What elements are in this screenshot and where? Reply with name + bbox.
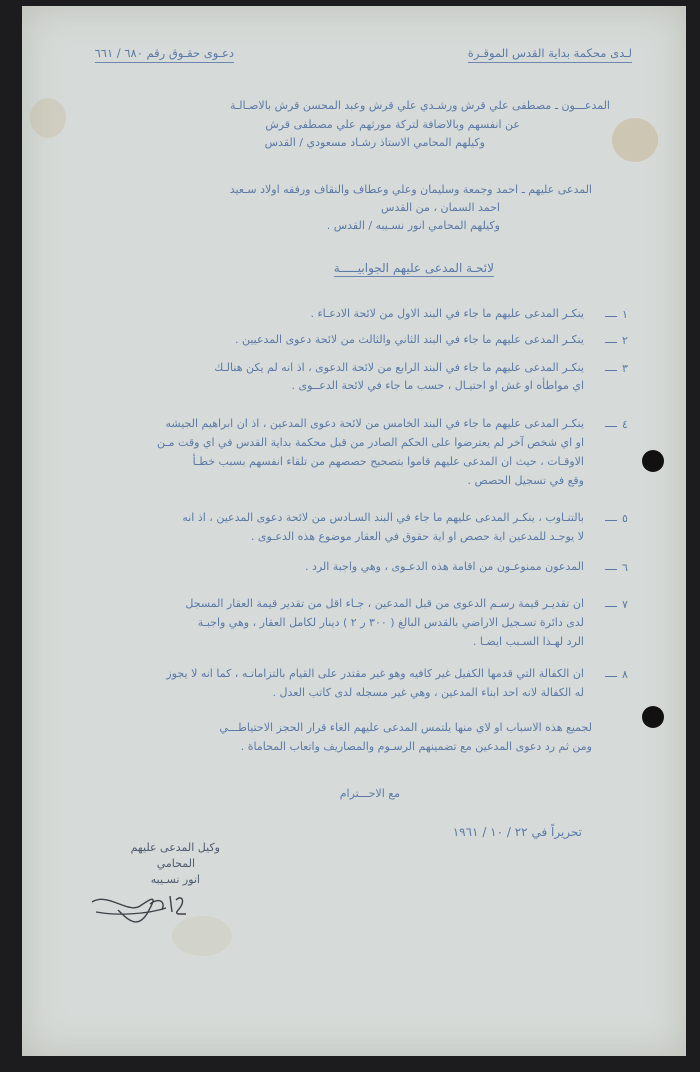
item-line: الاوقـات ، حيث ان المدعى عليهم قاموا بتصحيح حصصهم من تلقاء انفسهم بسبب خطـأ xyxy=(192,455,584,468)
item-dash xyxy=(605,606,617,607)
item-number: ٤ xyxy=(622,418,628,431)
punch-hole-icon xyxy=(642,706,664,728)
item-line: اي مواطأه او غش او احتيـال ، حسب ما جاء في لائحة الدعــوى . xyxy=(291,379,584,392)
item-line: ينكـر المدعى عليهم ما جاء في البند الرابع من لائحة الدعوى ، اذ انه لم يكن هنالـك xyxy=(214,361,584,374)
defendants-line: احمد السمان ، من القدس xyxy=(381,201,500,214)
item-line: المدعون ممنوعـون من اقامة هذه الدعـوى ، وهي واجبة الرد . xyxy=(304,560,584,573)
item-dash xyxy=(605,316,617,317)
closing-line: ومن ثم رد دعوى المدعين مع تضمينهم الرسـوم والمصاريف واتعاب المحاماة . xyxy=(240,740,592,753)
item-dash xyxy=(605,569,617,570)
plaintiffs-line: عن انفسهم وبالاضافة لتركة مورثهم علي مصطفى قرش xyxy=(265,118,520,131)
document-title: لائحـة المدعى عليهم الجوابيـــــة xyxy=(333,261,494,275)
signature-name: انور نسـيبه xyxy=(150,873,200,886)
item-line: لدى دائرة تسـجيل الاراضي بالقدس البالغ ( ٣٠٠ ر ٢ ) دينار لكامل العقار ، وهي واجبـة xyxy=(197,616,584,629)
item-dash xyxy=(605,342,617,343)
item-dash xyxy=(605,426,617,427)
item-number: ٢ xyxy=(622,334,628,347)
item-line: له الكفالة لانه احد ابناء المدعين ، وهي غير مسجله لدى كاتب العدل . xyxy=(272,686,584,699)
handwritten-signature xyxy=(88,884,198,924)
item-line: الرد لهـذا السـبب ايضـا . xyxy=(472,635,584,648)
case-number: دعـوى حقـوق رقم ٦٨٠ / ٦٦١ xyxy=(95,48,234,63)
item-number: ٧ xyxy=(622,598,628,611)
stain xyxy=(612,118,658,162)
court-heading: لـدى محكمة بداية القدس الموقـرة xyxy=(468,48,632,63)
defendants-line: وكيلهم المحامي انور نسـيبه / القدس . xyxy=(326,219,500,232)
item-dash xyxy=(605,520,617,521)
item-line: ان الكفالة التي قدمها الكفيل غير كافيه وهو غير مقتدر على القيام بالتزاماتـه ، كما انه لا يجوز xyxy=(166,667,584,680)
defendants-line: المدعى عليهم ـ احمد وجمعة وسليمان وعلي وعطاف والنقاف ورفقه اولاد سـعيد xyxy=(229,183,592,196)
signature-role: المحامي xyxy=(156,857,195,870)
plaintiffs-line: المدعـــون ـ مصطفى علي قرش ورشـدي علي قرش وعبد المحسن قرش بالاصـالـة xyxy=(230,99,610,112)
item-number: ٥ xyxy=(622,512,628,525)
regards: مع الاحـــترام xyxy=(339,787,400,800)
signature-title: وكيل المدعى عليهم xyxy=(130,841,220,854)
stain xyxy=(30,98,66,138)
item-line: وقع في تسجيل الحصص . xyxy=(467,474,584,487)
item-number: ٨ xyxy=(622,668,628,681)
item-line: او اي شخص آخر لم يعترضوا على الحكم الصادر من قبل محكمة بداية القدس في اي وقت مـن xyxy=(157,436,584,449)
closing-line: لجميع هذه الاسباب او لاي منها يلتمس المدعى عليهم الغاء قرار الحجز الاحتياطـــي xyxy=(219,721,592,734)
item-dash xyxy=(605,370,617,371)
date: تحريراً في ٢٢ / ١٠ / ١٩٦١ xyxy=(452,825,582,839)
item-line: ينكـر المدعى عليهم ما جاء في البند الخامس من لائحة دعوى المدعين ، اذ ان ابراهيم الجيشه xyxy=(165,417,584,430)
item-line: ان تقديـر قيمة رسـم الدعوى من قبل المدعين ، جـاء اقل من تقدير قيمة العقار المسجل xyxy=(185,597,584,610)
item-dash xyxy=(605,676,617,677)
item-line: ينكـر المدعى عليهم ما جاء في البند الثاني والثالث من لائحة دعوى المدعيين . xyxy=(234,333,584,346)
plaintiffs-line: وكيلهم المحامي الاستاذ رشـاد مسعودي / القدس xyxy=(264,136,485,149)
item-line: ينكـر المدعى عليهم ما جاء في البند الاول من لائحة الادعـاء . xyxy=(310,307,584,320)
item-number: ٦ xyxy=(622,561,628,574)
punch-hole-icon xyxy=(642,450,664,472)
item-line: بالتنـاوب ، ينكـر المدعى عليهم ما جاء في البند السـادس من لائحة دعوى المدعين ، اذ انه xyxy=(182,511,584,524)
item-number: ٣ xyxy=(622,362,628,375)
item-number: ١ xyxy=(622,308,628,321)
item-line: لا يوجـد للمدعين اية حصص او اية حقوق في العقار موضوع هذه الدعـوى . xyxy=(250,530,584,543)
